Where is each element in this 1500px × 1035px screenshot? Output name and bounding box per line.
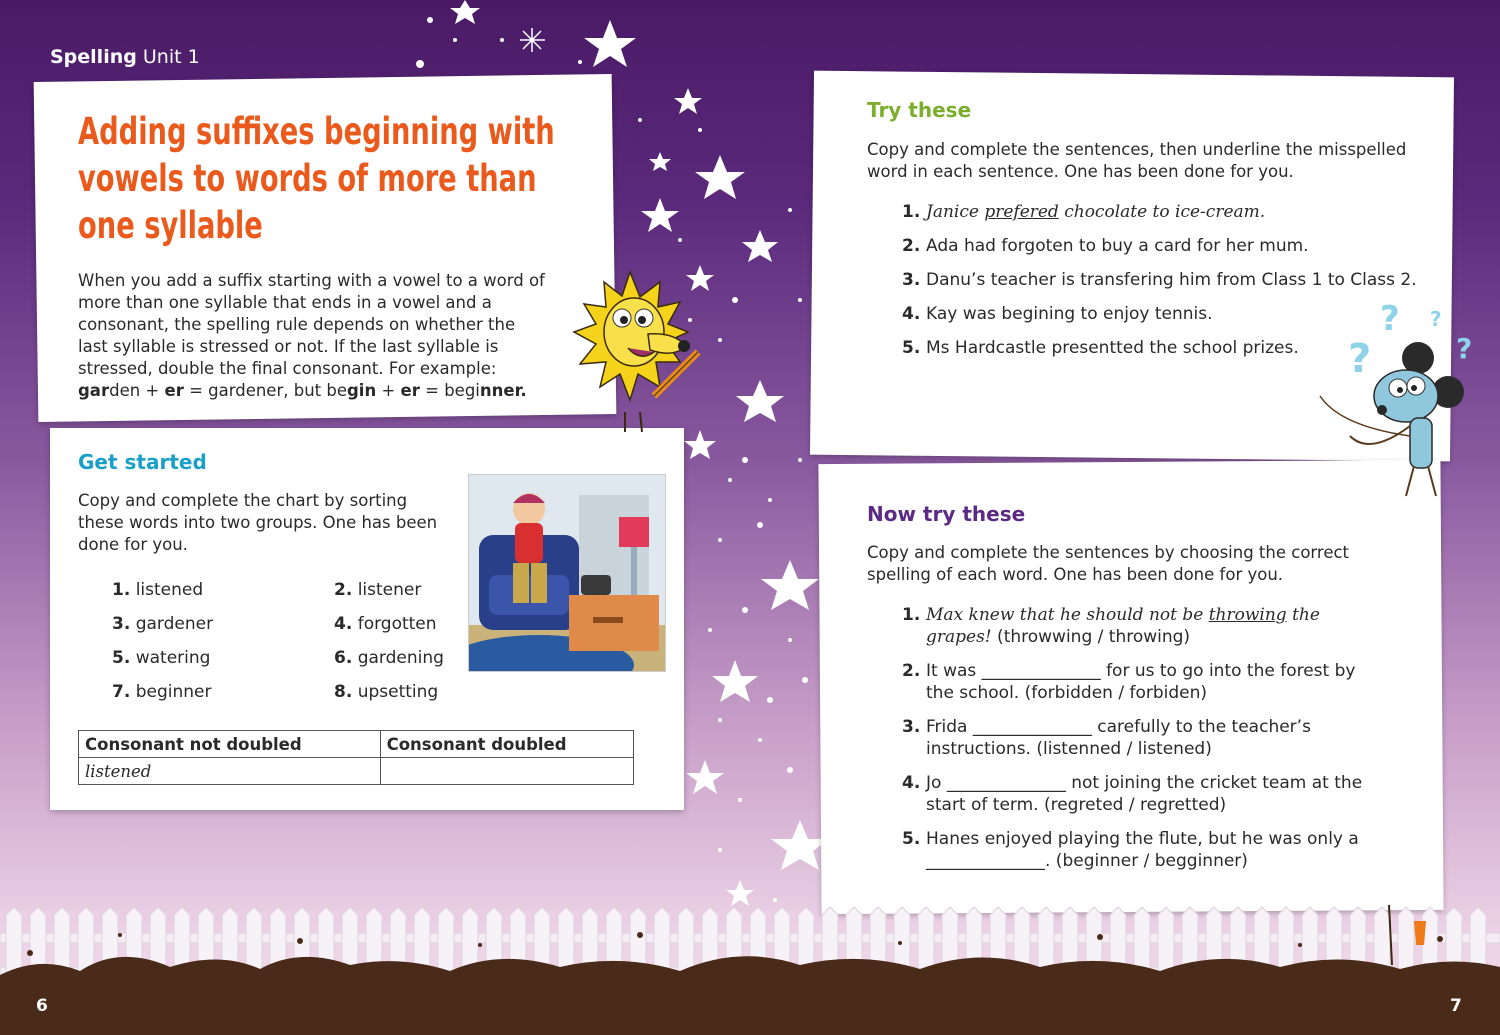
now-try-instructions: Copy and complete the sentences by choosing the correct spelling of each word. One has been done for you. [867, 543, 1350, 584]
ex-part: den + [109, 381, 165, 400]
ex-part: er. [503, 381, 527, 400]
item-text: Ada had forgoten to buy a card for her mum. [926, 236, 1309, 256]
get-started-instructions: Copy and complete the chart by sorting these words into two groups. One has been done for you. [78, 491, 438, 554]
item-number: 5. [902, 829, 921, 849]
item-text [926, 772, 1376, 816]
item-number: 4. [902, 773, 921, 793]
item-word: beginner [135, 682, 212, 702]
hedgehog-mascot-illustration [570, 262, 720, 442]
item-number: 2. [334, 580, 353, 600]
title-line: one syllable [78, 204, 263, 247]
list-item [334, 614, 437, 634]
list-item [334, 682, 438, 702]
item-number: 2. [902, 236, 921, 256]
example-line [78, 381, 527, 400]
title-line: vowels to words of more than [78, 157, 537, 200]
underlined-word: throwing [1208, 605, 1287, 625]
try-these-instructions: Copy and complete the sentences, then underline the misspelled word in each sentence. One has been done for you. [867, 140, 1407, 181]
column-header: Consonant doubled [380, 731, 633, 758]
item-number: 5. [112, 648, 131, 668]
item-number: 8. [334, 682, 353, 702]
unit-title [50, 46, 200, 68]
item-text: Danu’s teacher is transfering him from Class 1 to Class 2. [926, 270, 1417, 290]
table-row [79, 758, 634, 785]
list-item [334, 580, 421, 600]
ex-part: nn [479, 381, 504, 400]
item-text [926, 660, 1376, 704]
item-line: Frida ______________ carefully to the teacher’s [926, 717, 1311, 737]
svg-text:?: ? [1456, 332, 1473, 365]
item-number: 1. [902, 605, 921, 625]
page-number-right: 7 [1450, 996, 1462, 1016]
intro-paragraph: When you add a suffix starting with a vowel to a word of more than one syllable that ends in a vowel and a consonant, the spelling rule depends on whether the last syllable is stressed or not. If the last syllable is stressed, double the final consonant. For example: [78, 271, 545, 378]
ex-part: chocolate to ice-cream. [1058, 202, 1266, 222]
item-text [926, 828, 1376, 872]
item-number: 4. [902, 304, 921, 324]
item-text [926, 716, 1376, 760]
item-number: 1. [112, 580, 131, 600]
ex-part: = gardener, but be [183, 381, 347, 400]
list-item [112, 580, 203, 600]
now-try-heading: Now try these [867, 502, 1026, 526]
ex-part: gar [78, 381, 110, 400]
title-line: Adding suffixes beginning with [78, 110, 555, 153]
svg-text:?: ? [1348, 336, 1372, 382]
item-word: watering [135, 648, 211, 668]
item-line: instructions. (listenned / listened) [926, 739, 1212, 759]
item-word: listened [135, 580, 204, 600]
ex-part: = begi [419, 381, 480, 400]
list-item [112, 648, 210, 668]
column-header: Consonant not doubled [79, 731, 381, 758]
item-number: 1. [902, 202, 921, 222]
item-text: Kay was begining to enjoy tennis. [926, 304, 1213, 324]
item-word: listener [357, 580, 422, 600]
table-header-row [79, 731, 634, 758]
page-number-left: 6 [36, 996, 48, 1016]
svg-text:?: ? [1430, 307, 1442, 331]
item-line: ______________. (beginner / begginner) [926, 851, 1248, 871]
ex-part: grapes! [926, 627, 992, 647]
underlined-word: prefered [984, 202, 1059, 222]
mouse-mascot-illustration [1310, 296, 1480, 516]
girl-on-armchair-illustration [468, 474, 666, 672]
sorting-chart [78, 730, 634, 785]
ex-options: (throwwing / throwing) [991, 627, 1191, 647]
item-number: 5. [902, 338, 921, 358]
unit-title-rest: Unit 1 [136, 46, 200, 68]
list-item [334, 648, 444, 668]
item-line: start of term. (regreted / regretted) [926, 795, 1227, 815]
ex-part: the [1286, 605, 1320, 625]
table-cell [380, 758, 633, 785]
item-number: 3. [902, 270, 921, 290]
ex-part: Max knew that he should not be [926, 605, 1209, 625]
item-number: 3. [902, 717, 921, 737]
item-word: forgotten [357, 614, 437, 634]
ex-part: Janice [926, 202, 985, 222]
intro-text [78, 270, 548, 402]
item-line: It was ______________ for us to go into the forest by [926, 661, 1356, 681]
item-number: 2. [902, 661, 921, 681]
ex-part: er [164, 381, 184, 400]
item-word: gardener [135, 614, 214, 634]
page-title [78, 108, 578, 249]
table-cell: listened [79, 758, 381, 785]
item-number: 7. [112, 682, 131, 702]
item-text: Ms Hardcastle presentted the school prizes. [926, 338, 1299, 358]
ex-part: gin [347, 381, 377, 400]
item-number: 3. [112, 614, 131, 634]
ex-part: er [400, 381, 420, 400]
item-line: Hanes enjoyed playing the flute, but he was only a [926, 829, 1359, 849]
list-item [112, 682, 211, 702]
svg-text:?: ? [1380, 299, 1400, 339]
item-line: the school. (forbidden / forbiden) [926, 683, 1208, 703]
item-number: 4. [334, 614, 353, 634]
item-number: 6. [334, 648, 353, 668]
example-sentence [926, 201, 1376, 223]
get-started-heading: Get started [78, 450, 207, 474]
try-these-heading: Try these [867, 98, 972, 122]
item-word: gardening [357, 648, 444, 668]
example-sentence [926, 604, 1376, 648]
item-line: Jo ______________ not joining the cricket team at the [926, 773, 1363, 793]
item-word: upsetting [357, 682, 439, 702]
fence-and-ground-decoration [0, 905, 1500, 1035]
list-item [112, 614, 213, 634]
unit-title-bold: Spelling [50, 46, 137, 68]
ex-part: + [376, 381, 401, 400]
